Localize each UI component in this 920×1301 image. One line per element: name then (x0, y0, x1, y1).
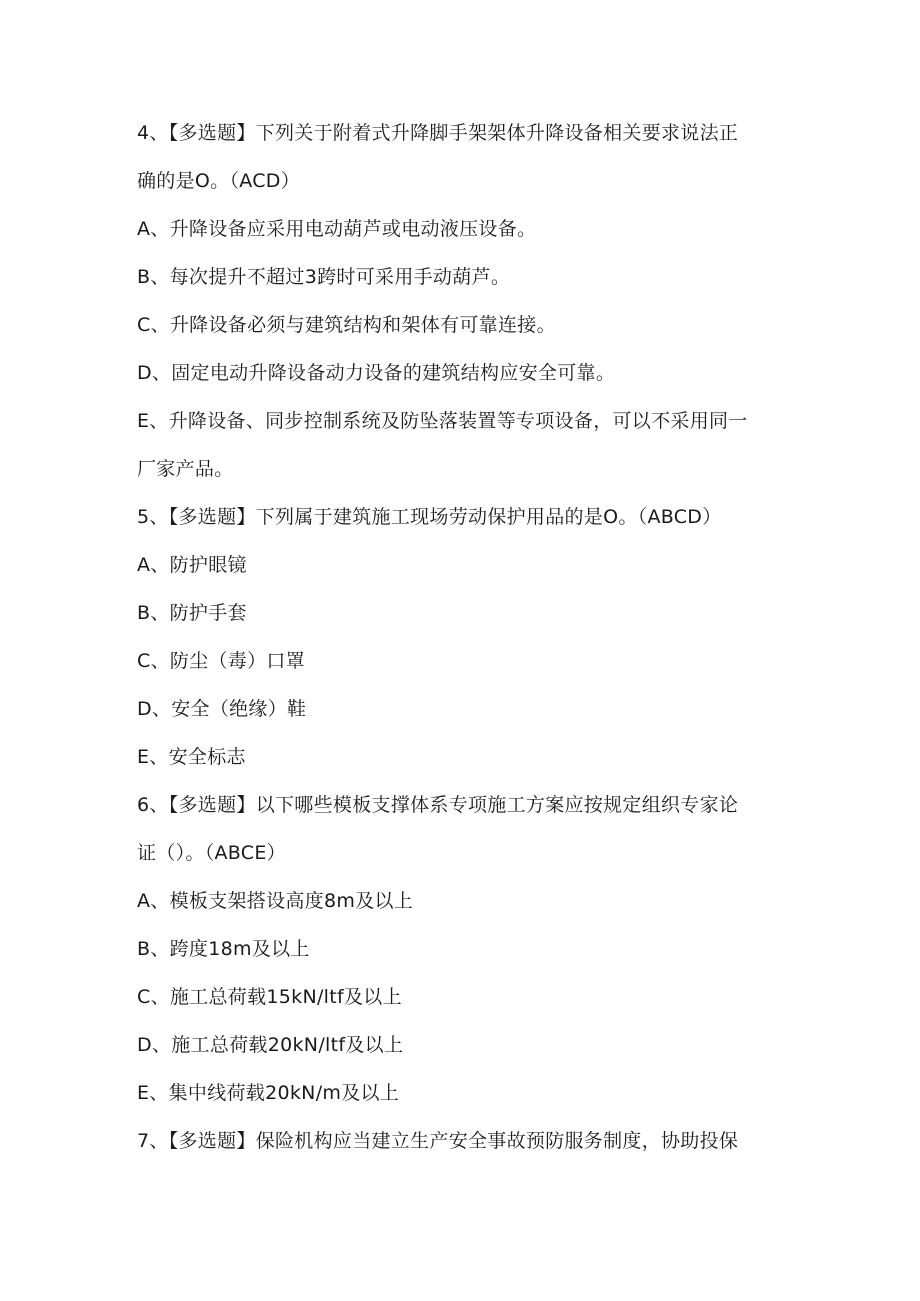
question-4-text-line-1: 4、【多选题】下列关于附着式升降脚手架架体升降设备相关要求说法正 (137, 122, 739, 144)
question-5-text: 5、【多选题】下列属于建筑施工现场劳动保护用品的是O。（ABCD） (137, 506, 722, 528)
question-4-option-b: B、每次提升不超过3跨时可采用手动葫芦。 (137, 266, 511, 288)
question-5-option-c: C、防尘（毒）口罩 (137, 650, 305, 672)
question-5-option-b: B、防护手套 (137, 602, 247, 624)
question-6-option-c: C、施工总荷载15kN/ltf及以上 (137, 986, 402, 1008)
question-5-option-a: A、防护眼镜 (137, 554, 247, 576)
question-6-text-line-2: 证（）。（ABCE） (137, 842, 286, 864)
question-6-option-a: A、模板支架搭设高度8m及以上 (137, 890, 414, 912)
question-7-text-line-1: 7、【多选题】保险机构应当建立生产安全事故预防服务制度，协助投保 (137, 1130, 739, 1152)
question-5-option-e: E、安全标志 (137, 746, 246, 768)
question-4-option-d: D、固定电动升降设备动力设备的建筑结构应安全可靠。 (137, 362, 616, 384)
question-6-option-b: B、跨度18m及以上 (137, 938, 310, 960)
question-4-option-a: A、升降设备应采用电动葫芦或电动液压设备。 (137, 218, 537, 240)
question-6-option-d: D、施工总荷载20kN/ltf及以上 (137, 1034, 404, 1056)
question-4-option-e-line-2: 厂家产品。 (137, 458, 234, 480)
question-4-text-line-2: 确的是O。（ACD） (137, 170, 301, 192)
question-5-option-d: D、安全（绝缘）鞋 (137, 698, 307, 720)
question-4-option-c: C、升降设备必须与建筑结构和架体有可靠连接。 (137, 314, 556, 336)
question-6-option-e: E、集中线荷载20kN/m及以上 (137, 1082, 400, 1104)
question-4-option-e-line-1: E、升降设备、同步控制系统及防坠落装置等专项设备，可以不采用同一 (137, 410, 748, 432)
question-6-text-line-1: 6、【多选题】以下哪些模板支撑体系专项施工方案应按规定组织专家论 (137, 794, 739, 816)
